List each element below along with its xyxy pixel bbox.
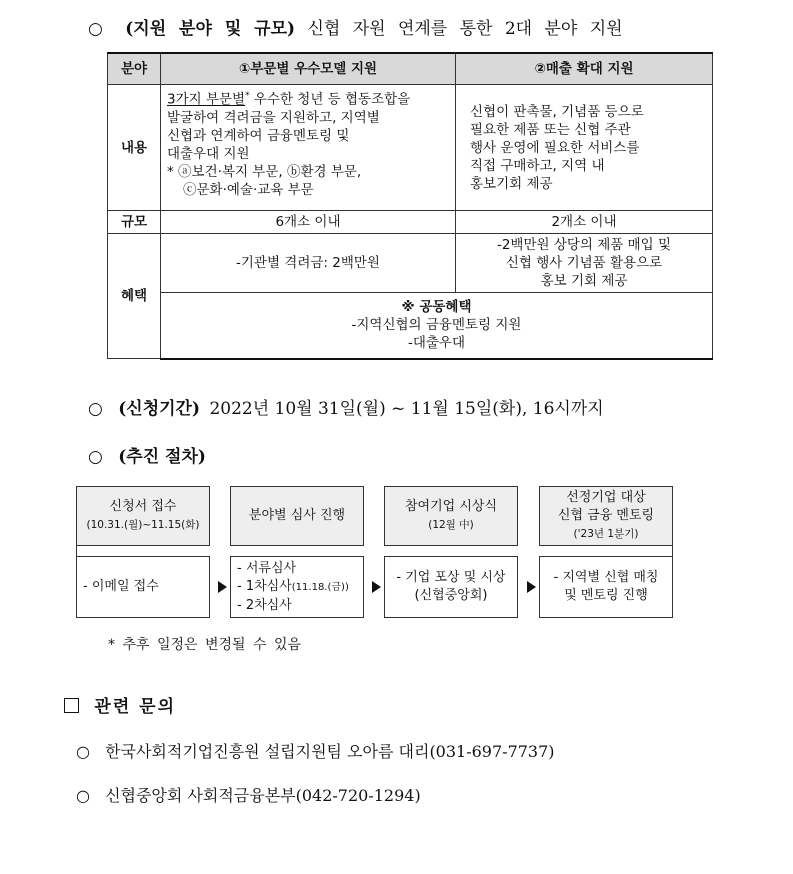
col-header-model: ①부문별 우수모델 지원	[161, 53, 456, 85]
section-text: 신협 자원 연계를 통한 2대 분야 지원	[307, 19, 623, 39]
item-bullet: ○	[76, 786, 90, 805]
col-header-sales: ②매출 확대 지원	[456, 53, 713, 85]
section-heading: (신청기간)	[118, 399, 201, 419]
step2-box: 분야별 심사 진행	[230, 486, 364, 546]
common-benefit-title: ※ 공동혜택	[401, 299, 472, 316]
row-label-benefit: 혜택	[108, 234, 161, 359]
support-field-section	[88, 14, 623, 39]
section-bullet: ○	[88, 399, 103, 419]
inquiry-item-1	[76, 739, 555, 762]
connector-line	[672, 546, 673, 556]
section-heading: (지원 분야 및 규모)	[125, 19, 296, 39]
inquiry-text: 한국사회적기업진흥원 설립지원팀 오아름 대리(031-697-7737)	[105, 742, 555, 761]
step3-box: 참여기업 시상식 (12월 中)	[384, 486, 518, 546]
item-bullet: ○	[76, 742, 90, 761]
step4-detail-box: - 지역별 신협 매칭 및 멘토링 진행	[539, 556, 673, 618]
content-model-cell: 3가지 부문별* 우수한 청년 등 협동조합을 발굴하여 격려금을 지원하고, 지역별 신협과 연계하여 금융멘토링 및 대출우대 지원 * ⓐ보건·복지 부문, ⓑ환경 부문, ⓒ문화·예술·교육 부문	[161, 85, 456, 211]
scale-model: 6개소 이내	[161, 211, 456, 234]
section-bullet: ○	[88, 19, 103, 39]
inquiry-item-2	[76, 783, 421, 806]
common-benefit-cell: ※ 공동혜택 -지역신협의 금융멘토링 지원 -대출우대	[161, 293, 713, 359]
square-outline-icon	[64, 698, 79, 713]
inquiry-text: 신협중앙회 사회적금융본부(042-720-1294)	[105, 786, 421, 805]
schedule-note: * 추후 일정은 변경될 수 있음	[108, 637, 302, 653]
section-text: 2022년 10월 31일(월) ~ 11월 15일(화), 16시까지	[209, 399, 604, 419]
section-heading: (추진 절차)	[118, 447, 206, 467]
procedure-section	[88, 442, 206, 467]
arrow-right-icon	[527, 581, 536, 593]
scale-sales: 2개소 이내	[456, 211, 713, 234]
arrow-right-icon	[372, 581, 381, 593]
step4-box: 선정기업 대상 신협 금융 멘토링 ('23년 1분기)	[539, 486, 673, 546]
underlined-term: 3가지 부문별	[167, 91, 246, 108]
step1-detail-box: - 이메일 접수	[76, 556, 210, 618]
arrow-right-icon	[218, 581, 227, 593]
step1-box: 신청서 접수 (10.31.(월)~11.15(화)	[76, 486, 210, 546]
support-table	[107, 52, 713, 360]
benefit-sales: -2백만원 상당의 제품 매입 및 신협 행사 기념품 활용으로 홍보 기회 제공	[456, 234, 713, 293]
inquiry-heading-row	[64, 692, 176, 717]
section-bullet: ○	[88, 447, 103, 467]
inquiry-heading: 관련 문의	[94, 697, 177, 717]
content-footnote: * ⓐ보건·복지 부문, ⓑ환경 부문,	[167, 163, 362, 180]
step3-detail-box: - 기업 포상 및 시상 (신협중앙회)	[384, 556, 518, 618]
col-header-field: 분야	[108, 53, 161, 85]
application-period-section	[88, 394, 604, 419]
row-label-scale: 규모	[108, 211, 161, 234]
row-label-content: 내용	[108, 85, 161, 211]
connector-line	[76, 546, 77, 556]
content-sales-cell: 신협이 판촉물, 기념품 등으로 필요한 제품 또는 신협 주관 행사 운영에 필요한 서비스를 직접 구매하고, 지역 내 홍보기회 제공	[456, 85, 713, 211]
benefit-model: -기관별 격려금: 2백만원	[161, 234, 456, 293]
step2-detail-box: - 서류심사 - 1차심사(11.18.(금)) - 2차심사	[230, 556, 364, 618]
